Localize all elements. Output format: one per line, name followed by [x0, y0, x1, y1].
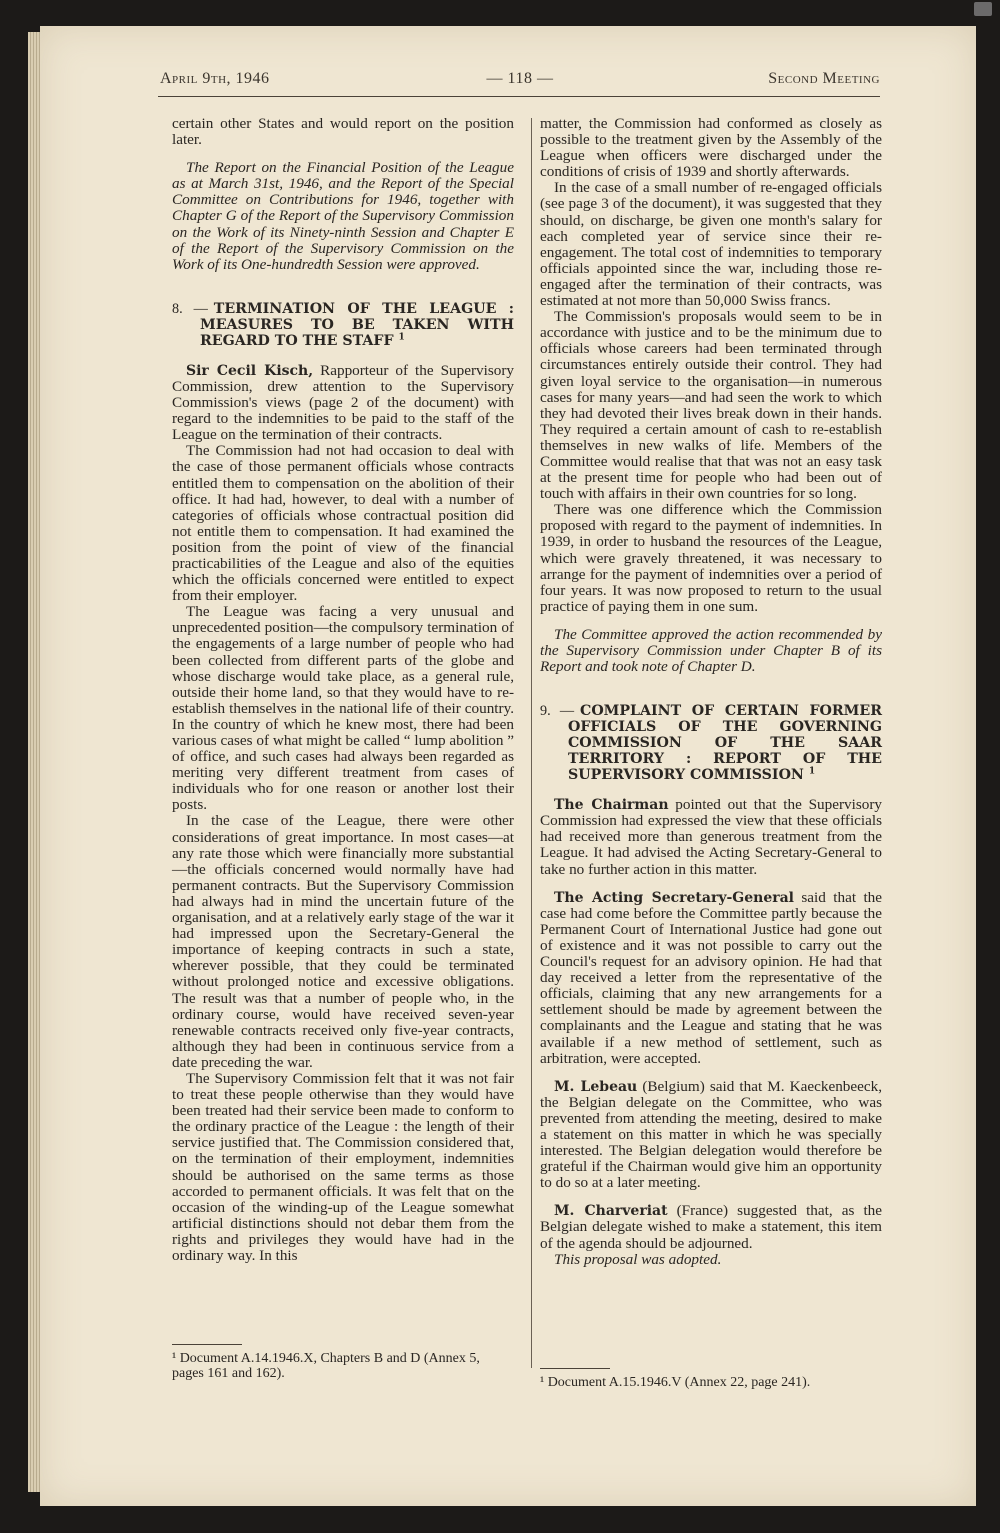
footnote-rule — [172, 1344, 242, 1345]
section-title: TERMINATION OF THE LEAGUE : MEASURES TO BE TAKEN WITH REGARD TO THE STAFF — [200, 300, 514, 349]
paragraph: matter, the Commission had conformed as closely as possible to the treatment given by the Assembly of the League when officers were discharged under the conditions of crisis of 1939 and shortly afterwards. — [540, 115, 882, 181]
speech-paragraph — [540, 1079, 882, 1192]
paragraph: The Supervisory Commission felt that it was not fair to treat these people otherwise than they would have been treated had their service been made to conform to the ordinary practice of the League : the length of their service justified that. The Commission considered that, on the termination of their employment, indemnities should be authorised on the same terms as those accorded to permanent officials. It was felt that on the occasion of the winding-up of the League somewhat artificial distinctions should not debar them from the rights and privileges they would have had in the ordinary way. In this — [172, 1069, 514, 1264]
paragraph: There was one difference which the Commission proposed with regard to the payment of indemnities. In 1939, in order to husband the resources of the League, which were gravely threatened, it was necessary to arrange for the payment of indemnities over a period of four years. It was now proposed to return to the usual practice of paying them in one sum. — [540, 501, 882, 615]
paragraph: In the case of a small number of re-engaged officials (see page 3 of the document), it was suggested that they should, on discharge, be given one month's salary for each completed year of service since their re-engagement. The total cost of indemnities to temporary officials appointed since the war, including those re-engaged after the termination of their contracts, was estimated at not more than 50,000 Swiss francs. — [540, 179, 882, 310]
footnote-marker: 1 — [398, 332, 405, 343]
column-divider — [531, 118, 532, 1368]
resolution-paragraph: This proposal was adopted. — [554, 1250, 722, 1268]
speech-text: pointed out that the Supervisory Commission had expressed the view that these officials had received more than generous treatment from the League. It had advised the Acting Secretary-General to take no further action in this matter. — [540, 796, 882, 878]
running-header — [160, 70, 880, 96]
speech-text: said that the case had come before the Committee partly because the Permanent Court of International Justice had gone out of existence and it was not possible to carry out the Council's request for an advisory opinion. He had that day received a letter from the representative of the officials, claiming that any new arrangements for a settlement should be made by agreement between the complainants and the League and stating that he was available if a new method of settlement, such as arbitration, were accepted. — [540, 888, 882, 1067]
paragraph: In the case of the League, there were other considerations of great importance. In most cases—at any rate those which were financially more substantial—the officials concerned would normally have had permanent contracts. But the Supervisory Commission had always had in mind the uncertain future of the organisation, and at a relatively early stage of the war it had impressed upon the Secretary-General the importance of keeping contracts in such a state, wherever possible, that they could be terminated without prolonged notice and excessive obligations. The result was that a number of people who, in the ordinary course, would have received seven-year renewable contracts received only five-year contracts, although they had been in continuous service from a date preceding the war. — [172, 812, 514, 1071]
section-number: 9. — — [540, 703, 575, 720]
speaker-name: The Acting Secretary-General — [554, 889, 794, 906]
page-number: — 118 — — [486, 70, 554, 87]
footnote: ¹ Document A.14.1946.X, Chapters B and D (Annex 5, pages 161 and 162). — [172, 1351, 480, 1381]
speaker-name: M. Lebeau — [554, 1078, 638, 1095]
left-footnote-block — [172, 1330, 514, 1381]
right-column — [540, 116, 882, 1268]
right-footnote-block — [540, 1354, 882, 1390]
paragraph: certain other States and would report on the position later. — [172, 115, 514, 149]
header-meeting: Second Meeting — [768, 70, 880, 87]
header-rule — [158, 96, 880, 97]
speech-paragraph — [540, 797, 882, 877]
paragraph: The League was facing a very unusual and unprecedented position—the compulsory termination of the engagements of a large number of people who had been collected from different parts of the globe and whose discharge would take place, as a general rule, outside their home land, so that they would have to re-establish themselves in the national life of their country. In the country of which he knew most, there had been various cases of what might be called “ lump abolition ” of office, and such cases had always been regarded as meriting very different treatment from cases of individuals who for one reason or another lost their posts. — [172, 603, 514, 814]
speaker-name: Sir Cecil Kisch, — [186, 362, 314, 379]
speech-paragraph — [540, 890, 882, 1067]
paragraph: The Commission's proposals would seem to be in accordance with justice and to be the minimum due to officials whose careers had been terminated through circumstances entirely outside their control. They had given loyal service to the organisation—in numerous cases for many years—and had seen the work to which they had devoted their lives break down in their hands. They required a certain amount of cash to re-establish themselves in new walks of life. Members of the Committee would realise that that was not an easy task at the present time for people who had been out of touch with affairs in their own countries for so long. — [540, 308, 882, 503]
section-title: COMPLAINT OF CERTAIN FORMER OFFICIALS OF THE GOVERNING COMMISSION OF THE SAAR TERRITORY : REPORT OF THE SUPERVISORY COMMISSION — [568, 703, 882, 784]
footnote-rule — [540, 1368, 610, 1369]
section-heading-8 — [172, 301, 514, 349]
speech-paragraph — [172, 363, 514, 443]
footnote: ¹ Document A.15.1946.V (Annex 22, page 241). — [540, 1375, 811, 1390]
section-number: 8. — — [172, 300, 208, 317]
speaker-name: The Chairman — [554, 797, 669, 814]
section-heading-9 — [540, 703, 882, 783]
speech-text: (France) suggested that, as the Belgian delegate wished to make a statement, this item of the agenda should be adjourned. — [540, 1202, 882, 1252]
speech-text: (Belgium) said that M. Kaeckenbeeck, the Belgian delegate on the Committee, who was prevented from attending the meeting, desired to make a statement on this matter in which he was specially interested. The Belgian delegation would therefore be grateful if the Chairman would give him an opportunity to do so at a later meeting. — [540, 1077, 882, 1192]
left-column — [172, 116, 514, 1264]
resolution-paragraph: The Committee approved the action recommended by the Supervisory Commission under Chapter B of its Report and took note of Chapter D. — [540, 625, 882, 676]
speaker-name: M. Charveriat — [554, 1203, 668, 1220]
scan-corner-mark — [974, 2, 992, 16]
speech-paragraph — [540, 1203, 882, 1251]
speech-text: Rapporteur of the Supervisory Commission, drew attention to the Supervisory Commission's views (page 2 of the document) with regard to the indemnities to be paid to the staff of the League on the termination of their contracts. — [172, 361, 514, 444]
paragraph: The Commission had not had occasion to deal with the case of those permanent officials whose contracts entitled them to compensation on the abolition of their office. It had had, however, to deal with a number of categories of officials whose contractual position did not entitle them to compensation. It had examined the position from the point of view of the financial practicabilities of the League and also of the equities which the officials concerned were entitled to expect from their employer. — [172, 442, 514, 605]
resolution-paragraph: The Report on the Financial Position of the League as at March 31st, 1946, and the Report of the Special Committee on Contributions for 1946, together with Chapter G of the Report of the Supervisory Commission on the Work of its Ninety-ninth Session and Chapter E of the Report of the Supervisory Commission on the Work of its One-hundredth Session were approved. — [172, 159, 514, 273]
header-date: April 9th, 1946 — [160, 70, 270, 87]
footnote-marker: 1 — [808, 766, 816, 777]
